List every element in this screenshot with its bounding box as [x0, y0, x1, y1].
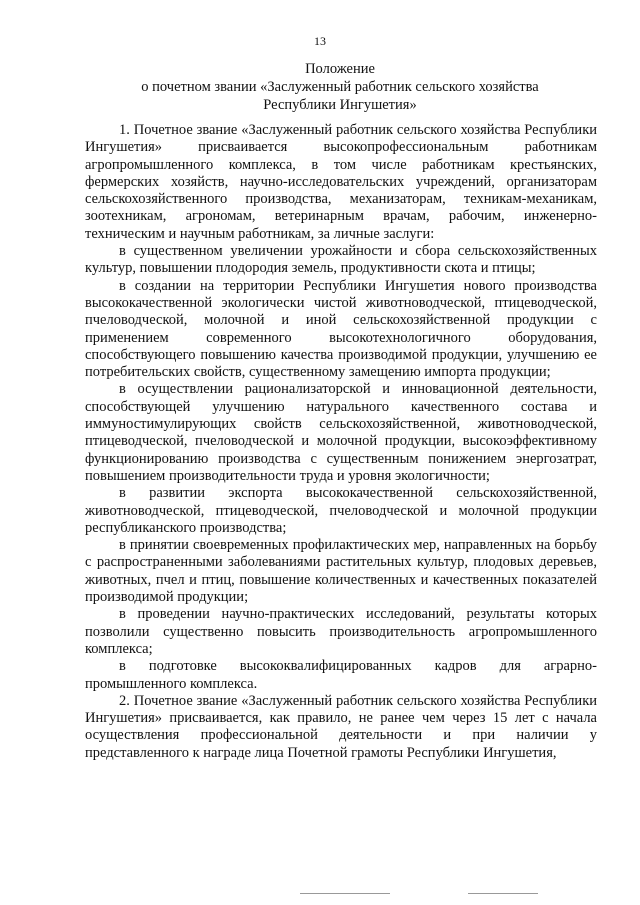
paragraph-3: в создании на территории Республики Ингушетия нового производства высококачественной экологически чистой животноводческой, птицеводческой, пчеловодческой, молочной и иной сельскохозяйственной продукции с применением современного высокотехнологичного оборудования, способствующего повышению качества производимой продукции, улучшению ее потребительских свойств, существенному замещению импорта продукции; [85, 277, 597, 381]
paragraph-7: в проведении научно-практических исследований, результаты которых позволили существенно повысить производительность агропромышленного комплекса; [85, 606, 597, 657]
paragraph-9: 2. Почетное звание «Заслуженный работник сельского хозяйства Республики Ингушетия» присваивается, как правило, не ранее чем через 15 лет с начала осуществления профессиональной деятельности и при наличии у представленного к награде лица Почетной грамоты Республики Ингушетия, [85, 692, 597, 761]
paragraph-8: в подготовке высококвалифицированных кадров для аграрно-промышленного комплекса. [85, 658, 597, 692]
scan-artifact-line [468, 893, 538, 894]
paragraph-2: в существенном увеличении урожайности и сбора сельскохозяйственных культур, повышении плодородия земель, продуктивности скота и птицы; [85, 243, 597, 277]
paragraph-6: в принятии своевременных профилактических мер, направленных на борьбу с распространенными заболеваниями растительных культур, плодовых деревьев, животных, пчел и птиц, повышение количественных и качественных показателей производимой продукции; [85, 537, 597, 606]
document-body [85, 122, 597, 762]
title-subtitle-line-2: Республики Ингушетия» [263, 97, 417, 113]
scan-artifact-line [300, 893, 390, 894]
title-heading: Положение [305, 61, 375, 77]
paragraph-5: в развитии экспорта высококачественной сельскохозяйственной, животноводческой, птицеводческой, пчеловодческой и молочной продукции республиканского производства; [85, 485, 597, 536]
title-subtitle-line-1: о почетном звании «Заслуженный работник сельского хозяйства [141, 79, 539, 95]
page-number: 13 [314, 34, 326, 48]
paragraph-1: 1. Почетное звание «Заслуженный работник сельского хозяйства Республики Ингушетия» присваивается высокопрофессиональным работникам агропромышленного комплекса, в том числе работникам крестьянских, фермерских хозяйств, научно-исследовательских учреждений, организаторам сельскохозяйственного производства, механизаторам, техникам-механикам, зоотехникам, агрономам, ветеринарным врачам, рабочим, инженерно-техническим и научным работникам, за личные заслуги: [85, 122, 597, 242]
paragraph-4: в осуществлении рационализаторской и инновационной деятельности, способствующей улучшению натурального качественного состава и иммуностимулирующих свойств сельскохозяйственной, животноводческой, птицеводческой, пчеловодческой и молочной продукции, высокоэффективному функционированию производства с существенным понижением энергозатрат, повышением производительности труда и уровня экологичности; [85, 381, 597, 484]
document-title [80, 60, 600, 114]
